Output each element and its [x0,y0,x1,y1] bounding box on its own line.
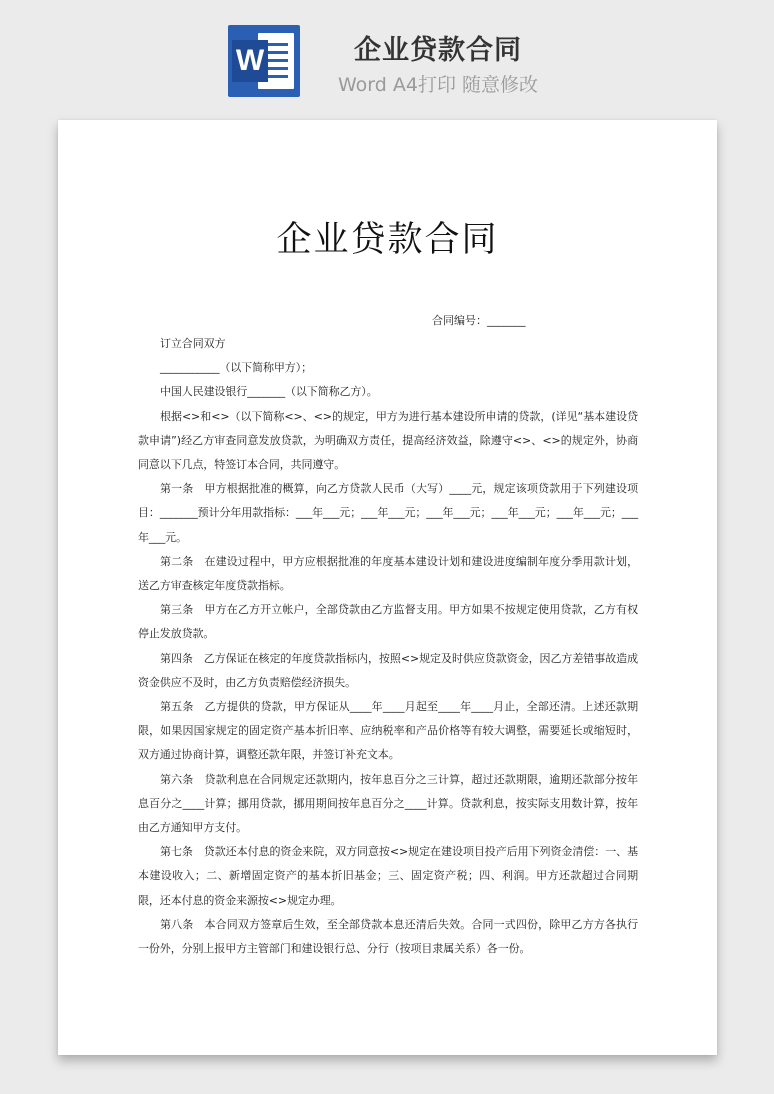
document-title: 企业贷款合同 [276,220,499,260]
article-1: 第一条 甲方根据批准的概算，向乙方贷款人民币（大写）____元，规定该项贷款用于下列建设项目：_______预计分年用款指标：___年___元；___年___元；___年___元；___年___元；___年___元；___年___元。 [138,482,638,544]
paragraph-party-b: 中国人民建设银行_______（以下简称乙方）。 [160,385,378,399]
article-7: 第七条 贷款还本付息的资金来院，双方同意按<>规定在建设项目投产后用下列资金清偿：一、基本建设收入；二、新增固定资产的基本折旧基金；三、固定资产税；四、利润。甲方还款超过合同期限，还本付息的资金来源按<>规定办理。 [138,845,638,907]
article-6: 第六条 贷款利息在合同规定还款期内，按年息百分之三计算，超过还款期限，逾期还款部分按年息百分之____计算；挪用贷款，挪用期间按年息百分之____计算。贷款利息，按实际支用数计算，按年由乙方通知甲方支付。 [138,772,638,835]
word-icon-letter: W [232,40,268,82]
header-banner [0,0,774,118]
banner-title: 企业贷款合同 [354,35,522,66]
article-8: 第八条 本合同双方签章后生效，至全部贷款本息还清后失效。合同一式四份，除甲乙方方各执行一份外，分别上报甲方主管部门和建设银行总、分行（按项目隶属关系）各一份。 [138,917,638,956]
document-body [138,332,638,961]
paragraph-preamble: 根据<>和<>（以下简称<>、<>的规定，甲方为进行基本建设所申请的贷款，(详见“基本建设贷款申请”)经乙方审查同意发放贷款，为明确双方责任，提高经济效益，除遵守<>、<>的规定外，协商同意以下几点，特签订本合同，共同遵守。 [138,409,638,472]
paragraph-parties: 订立合同双方 [160,337,226,350]
article-3: 第三条 甲方在乙方开立帐户，全部贷款由乙方监督支用。甲方如果不按规定使用贷款，乙方有权停止发放贷款。 [138,603,638,641]
banner-subtitle: Word A4打印 随意修改 [337,74,538,96]
article-5: 第五条 乙方提供的贷款，甲方保证从____年____月起至____年____月止，全部还清。上述还款期限，如果因国家规定的固定资产基本折旧率、应纳税率和产品价格等有较大调整，需要延长或缩短时，双方通过协商计算，调整还款年限，并签订补充文本。 [138,700,638,762]
article-4: 第四条 乙方保证在核定的年度贷款指标内，按照<>规定及时供应贷款资金，因乙方差错事故造成资金供应不及时，由乙方负责赔偿经济损失。 [138,651,638,689]
paragraph-party-a: ___________（以下简称甲方）； [160,361,312,375]
contract-number: 合同编号：_______ [432,314,526,327]
word-document-icon [228,25,300,97]
document-page [58,120,717,1055]
article-2: 第二条 在建设过程中，甲方应根据批准的年度基本建设计划和建设进度编制年度分季用款计划，送乙方审查核定年度贷款指标。 [138,554,638,593]
